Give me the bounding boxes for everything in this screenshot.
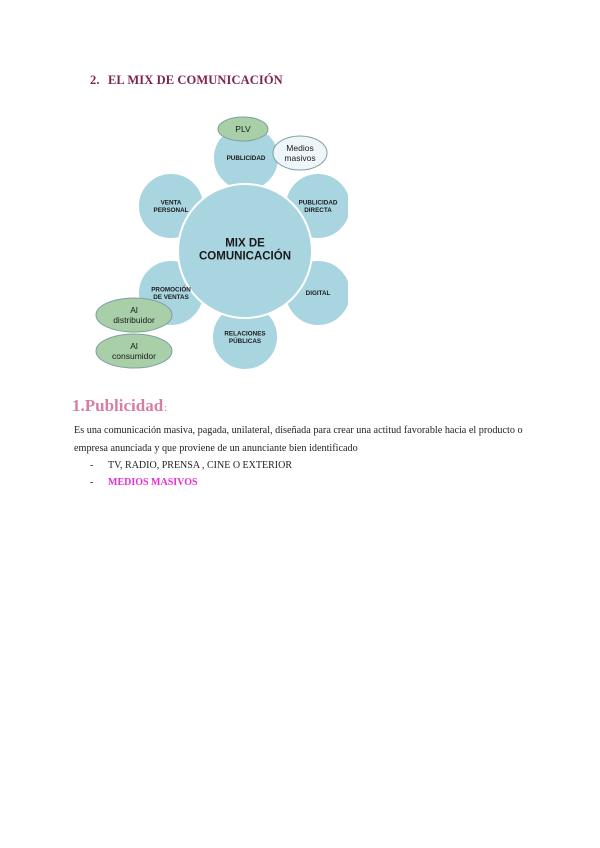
label-venta-personal: VENTA PERSONAL (153, 199, 189, 214)
label-promocion-de-ventas: PROMOCIÓN DE VENTAS (151, 286, 191, 301)
section-heading (90, 73, 283, 88)
heading-text: EL MIX DE COMUNICACIÓN (108, 73, 283, 87)
section-title-text: 1.Publicidad (72, 396, 164, 415)
callout-label-plv: PLV (235, 123, 251, 134)
bullet-item: - TV, RADIO, PRENSA , CINE O EXTERIOR (90, 460, 292, 471)
callout-label-al-distribuidor: Al distribuidor (113, 305, 155, 325)
label-digital: DIGITAL (305, 290, 331, 298)
label-publicidad: PUBLICIDAD (226, 155, 266, 163)
bullet-list (90, 458, 292, 491)
callout-label-medios-masivos: Medios masivos (284, 143, 316, 163)
center-label: MIX DE COMUNICACIÓN (199, 237, 291, 263)
label-publicidad-directa: PUBLICIDAD DIRECTA (298, 199, 338, 214)
bullet-item-highlight: - MEDIOS MASIVOS (90, 476, 198, 488)
section-title-colon: : (164, 402, 168, 414)
definition-paragraph: Es una comunicación masiva, pagada, unilateral, diseñada para crear una actitud favorable hacia el producto o empresa anunciada y que proviene de un anunciante bien identificado (74, 425, 523, 454)
bullet-text: TV, RADIO, PRENSA , CINE O EXTERIOR (108, 460, 292, 471)
bullet-text-highlight: MEDIOS MASIVOS (108, 476, 198, 488)
mix-comunicacion-diagram (88, 112, 348, 374)
section-title (72, 396, 167, 416)
callout-label-al-consumidor: Al consumidor (112, 341, 156, 361)
label-relaciones-publicas: RELACIONES PÚBLICAS (224, 330, 266, 345)
heading-number: 2. (90, 73, 100, 87)
